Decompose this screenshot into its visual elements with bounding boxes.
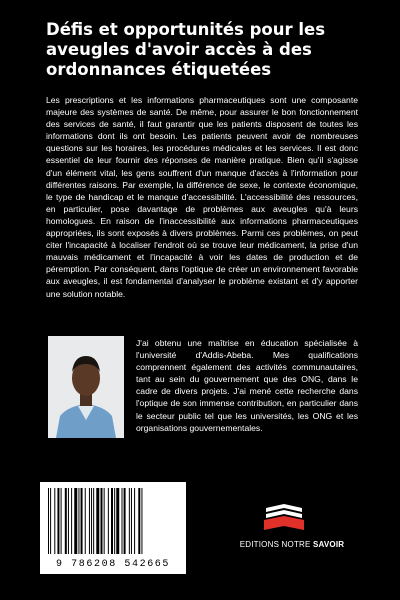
publisher-name-bold: SAVOIR [312, 540, 345, 549]
publisher-logo-icon [260, 500, 308, 536]
publisher-name-prefix: EDITIONS NOTRE [239, 540, 313, 549]
isbn-barcode [40, 482, 186, 574]
back-cover-summary: Les prescriptions et les informations pharmaceutiques sont une composante majeure des systèmes de santé. De même, pour assurer le bon fonctionnement des services de santé, il faut garantir que les patients disposent de toutes les informations dont ils ont besoin. Les patients peuvent avoir de nombreuses questions sur les horaires, les procédures médicales et les services. Il est donc essentiel de leur fournir des réponses de manière pratique. Bien qu'il s'agisse d'un élément vital, les gens souffrent d'un manque d'accès à l'information pour différentes raisons. Par exemple, la différence de sexe, le contexte économique, le type de handicap et le manque d'accessibilité. L'accessibilité des ressources, en particulier, pose davantage de problèmes aux aveugles qu'à leurs homologues. En raison de l'inaccessibilité aux informations pharmaceutiques appropriées, ils sont exposés à divers problèmes. Parmi ces problèmes, on peut citer l'incapacité à localiser l'endroit où se trouve leur médicament, la prise d'un mauvais médicament et l'incapacité à voir les dates de production et de péremption. Par conséquent, dans l'optique de créer un environnement favorable aux aveugles, il est fondamental d'analyser le problème existant et d'y apporter une solution notable. [46, 95, 358, 299]
isbn-digits: 9 786208 542665 [55, 559, 170, 570]
author-bio: J'ai obtenu une maîtrise en éducation spécialisée à l'université d'Addis-Abeba. Mes qualifications comprennent également des activités communautaires, tant au sein du gouvernement que des ONG, dans le cadre de divers projets. J'ai mené cette recherche dans l'optique de son immense contribution, en particulier dans le secteur public tel que les universités, les ONG et les organisations gouvernementales. [136, 338, 358, 433]
publisher-name [232, 540, 352, 549]
author-photo [48, 336, 124, 438]
barcode-bars [40, 482, 186, 558]
book-title: Défis et opportunités pour les aveugles d'avoir accès à des ordonnances étiquetées [46, 20, 326, 79]
